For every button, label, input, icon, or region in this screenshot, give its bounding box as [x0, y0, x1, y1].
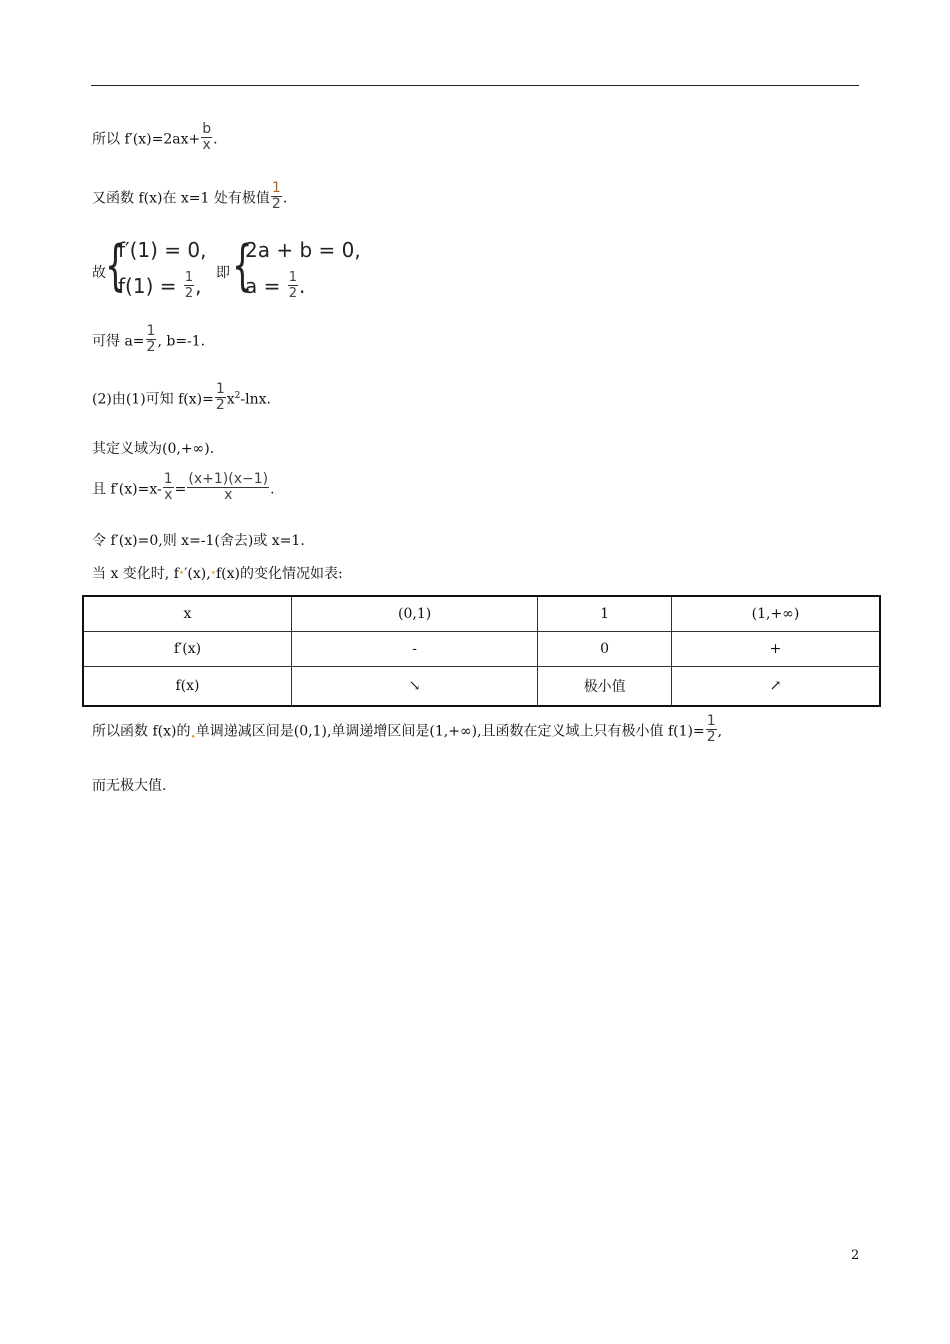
system2-row2: a = $\frac{1}{2}$ .: [245, 270, 306, 301]
system-lead-label: 故: [92, 265, 106, 281]
fraction-one-half: $\frac{1}{2}$: [271, 180, 281, 212]
table-cell: ↘: [291, 666, 537, 706]
system2-row1: 2a + b = 0,: [245, 238, 361, 262]
page-number: 2: [851, 1248, 860, 1263]
line-solution: 可得 a= $\frac{1}{2}$ , b=-1.: [92, 323, 206, 355]
line-derivative: 所以 f′(x)=2ax+ $\frac{b}{x}$ .: [92, 121, 218, 153]
header-rule: [91, 85, 859, 86]
line-table-intro: 当 x 变化时, f•′(x),•f(x)的变化情况如表:: [92, 566, 343, 582]
mark-dot-icon: •: [210, 569, 216, 579]
left-brace-icon: {: [105, 234, 126, 297]
system-mid-label: 即: [216, 265, 230, 281]
fraction-b-over-x: $\frac{b}{x}$: [202, 121, 212, 153]
table-row: [83, 666, 880, 706]
table-cell: 1: [538, 596, 672, 631]
line-derivative-factored: 且 f′(x)=x- $\frac{1}{x}$ = $\frac{(x+1)(x-1)}{x}$ .: [92, 471, 275, 503]
table-row: [83, 631, 880, 666]
table-cell: f(x): [83, 666, 291, 706]
table-cell: x: [83, 596, 291, 631]
table-cell: -: [291, 631, 537, 666]
line-no-maximum: 而无极大值.: [92, 778, 167, 794]
table-row: [83, 596, 880, 631]
line-domain: 其定义域为(0,+∞).: [92, 441, 215, 457]
left-brace-icon: {: [232, 234, 253, 297]
table-cell: (0,1): [291, 596, 537, 631]
mark-dot-icon: •: [190, 733, 196, 743]
table-cell: f′(x): [83, 631, 291, 666]
system1-row2: f(1) = $\frac{1}{2}$ ,: [118, 270, 202, 301]
table-cell: 0: [538, 631, 672, 666]
mark-dot-icon: •: [178, 569, 185, 579]
line-part2-function: (2)由(1)可知 f(x)= $\frac{1}{2}$ $x^2$-lnx.: [92, 381, 271, 413]
line-extremum: 又函数 f(x)在 x=1 处有极值 $\frac{1}{2}$ .: [92, 180, 288, 212]
line-conclusion: 所以函数 f(x)的•单调递减区间是(0,1),单调递增区间是(1,+∞),且函数在定义域上只有极小值 f(1)= $\frac{1}{2}$ ,: [92, 713, 723, 745]
table-cell: 极小值: [538, 666, 672, 706]
table-cell: ↗: [671, 666, 880, 706]
variation-table: [82, 595, 881, 707]
table-cell: (1,+∞): [671, 596, 880, 631]
line-critical-point: 令 f′(x)=0,则 x=-1(舍去)或 x=1.: [92, 533, 305, 549]
table-cell: +: [671, 631, 880, 666]
system1-row1: f′(1) = 0,: [118, 238, 207, 262]
